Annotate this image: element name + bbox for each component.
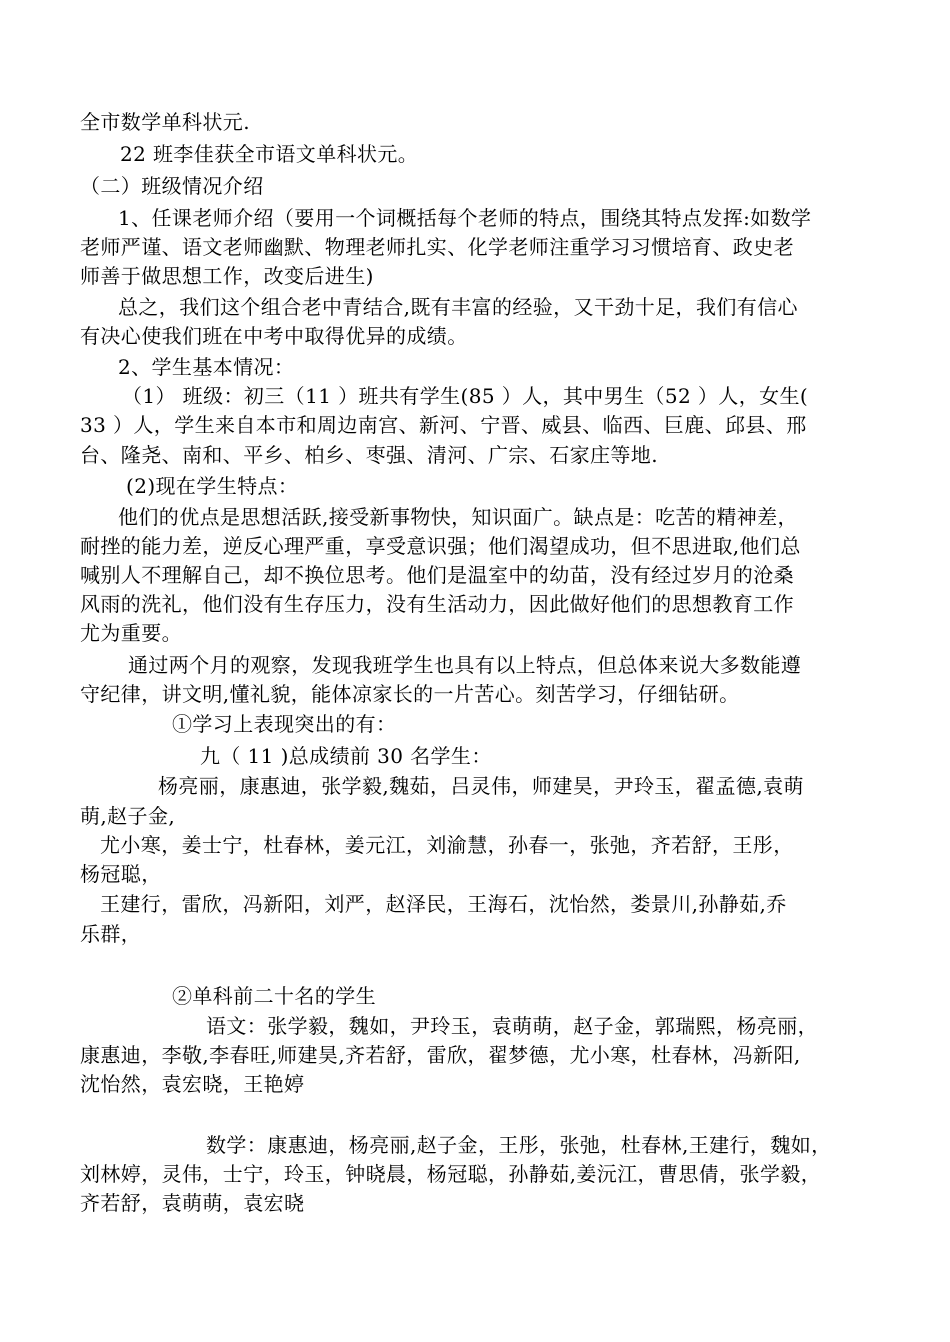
text-line: 沈怡然，袁宏晓，王艳婷 [80, 1072, 305, 1096]
text-line: (2)现在学生特点： [126, 474, 299, 498]
text-line: 刘林婷，灵伟，士宁，玲玉，钟晓晨，杨冠聪，孙静茹,姜沅江，曹思倩，张学毅， [80, 1162, 822, 1186]
text-line: 康惠迪，李敬,李春旺,师建昊,齐若舒，雷欣，翟梦德，尤小寒，杜春林，冯新阳, [80, 1043, 801, 1067]
text-line: 守纪律，讲文明,懂礼貌，能体凉家长的一片苦心。刻苦学习，仔细钻研。 [80, 682, 740, 706]
text-line: 他们的优点是思想活跃,接受新事物快，知识面广。缺点是：吃苦的精神差， [118, 505, 798, 529]
text-line: 语文：张学毅，魏如，尹玲玉，袁萌萌，赵子金，郭瑞熙，杨亮丽， [206, 1014, 818, 1038]
text-line: 尤小寒，姜士宁，杜春林，姜元江，刘渝慧，孙春一，张弛，齐若舒，王彤， [100, 833, 794, 857]
sub-heading: ②单科前二十名的学生 [172, 984, 376, 1008]
text-line: 喊别人不理解自己，却不换位思考。他们是温室中的幼苗，没有经过岁月的沧桑 [80, 563, 794, 587]
text-line: 尤为重要。 [80, 621, 182, 645]
text-line: 全市数学单科状元. [80, 110, 250, 134]
text-line: 师善于做思想工作，改变后进生) [80, 264, 374, 288]
text-line: （1） 班级：初三（11 ）班共有学生(85 ）人，其中男生（52 ）人，女生( [122, 384, 809, 408]
text-line: 通过两个月的观察，发现我班学生也具有以上特点，但总体来说大多数能遵 [128, 653, 802, 677]
text-line: 王建行，雷欣，冯新阳，刘严，赵泽民，王海石，沈怡然，娄景川,孙静茹,乔 [100, 892, 787, 916]
text-line: 2、学生基本情况： [118, 355, 295, 379]
text-line: 有决心使我们班在中考中取得优异的成绩。 [80, 324, 468, 348]
text-line: 杨冠聪， [80, 862, 162, 886]
text-line: 总之，我们这个组合老中青结合,既有丰富的经验，又干劲十足，我们有信心 [118, 295, 798, 319]
text-line: 九（ 11 )总成绩前 30 名学生： [200, 744, 492, 768]
text-line: 耐挫的能力差，逆反心理严重，享受意识强；他们渴望成功，但不思进取,他们总 [80, 534, 801, 558]
text-line: 33 ）人，学生来自本市和周边南宫、新河、宁晋、威县、临西、巨鹿、邱县、邢 [80, 413, 807, 437]
sub-heading: ①学习上表现突出的有： [172, 712, 397, 736]
text-line: 乐群， [80, 922, 142, 946]
text-line: 22 班李佳获全市语文单科状元。 [120, 142, 419, 166]
text-line: 台、隆尧、南和、平乡、柏乡、枣强、清河、广宗、石家庄等地. [80, 443, 658, 467]
text-line: 萌,赵子金, [80, 804, 176, 828]
text-line: 风雨的洗礼，他们没有生存压力，没有生活动力，因此做好他们的思想教育工作 [80, 592, 794, 616]
text-line: 杨亮丽，康惠迪，张学毅,魏茹，吕灵伟，师建昊，尹玲玉，翟孟德,袁萌 [158, 774, 804, 798]
text-line: 数学：康惠迪，杨亮丽,赵子金，王彤，张弛，杜春林,王建行，魏如， [206, 1133, 832, 1157]
text-line: 老师严谨、语文老师幽默、物理老师扎实、化学老师注重学习习惯培育、政史老 [80, 235, 794, 259]
text-line: 1、任课老师介绍（要用一个词概括每个老师的特点，围绕其特点发挥:如数学 [118, 206, 812, 230]
section-heading: （二）班级情况介绍 [80, 174, 264, 198]
text-line: 齐若舒，袁萌萌，袁宏晓 [80, 1191, 305, 1215]
